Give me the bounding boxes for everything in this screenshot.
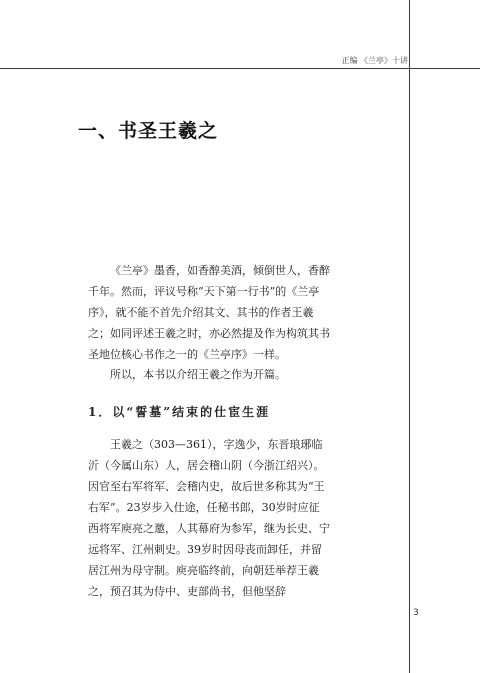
section-paragraph: 王羲之（303—361），字逸少，东晋琅琊临沂（今属山东）人，居会稽山阴（今浙江绍兴）。因官至右军将军、会稽内史，故后世多称其为“王右军”。23岁步入仕途，任秘书郎，30岁时应征西将军庾亮之邀，人其幕府为参军，继为长史、宁远将军、江州刺史。39岁时因母丧而卸任，并留居江州为母守制。庾亮临终前，向朝廷举荐王羲之，预召其为侍中、吏部尚书，但他坚辞 (88, 438, 330, 598)
body-paragraph: 所以，本书以介绍王羲之作为开篇。 (110, 368, 286, 381)
section-heading: 1．以“誓墓”结束的仕宦生涯 (88, 405, 271, 419)
header-rule (0, 68, 480, 69)
body-paragraph: 《兰亭》墨香，如香醇美酒，倾倒世人，香醉千年。然而，评议号称“天下第一行书”的《兰亭序》，就不能不首先介绍其文、其书的作者王羲之；如同评述王羲之时，亦必然提及作为构筑其书圣地位核心书作之一的《兰亭序》一样。 (88, 264, 330, 361)
margin-rule (409, 0, 410, 673)
chapter-title: 一、书圣王羲之 (78, 120, 219, 142)
running-head: 正编 《兰亭》十讲 (341, 56, 408, 65)
page-number: 3 (413, 608, 419, 618)
